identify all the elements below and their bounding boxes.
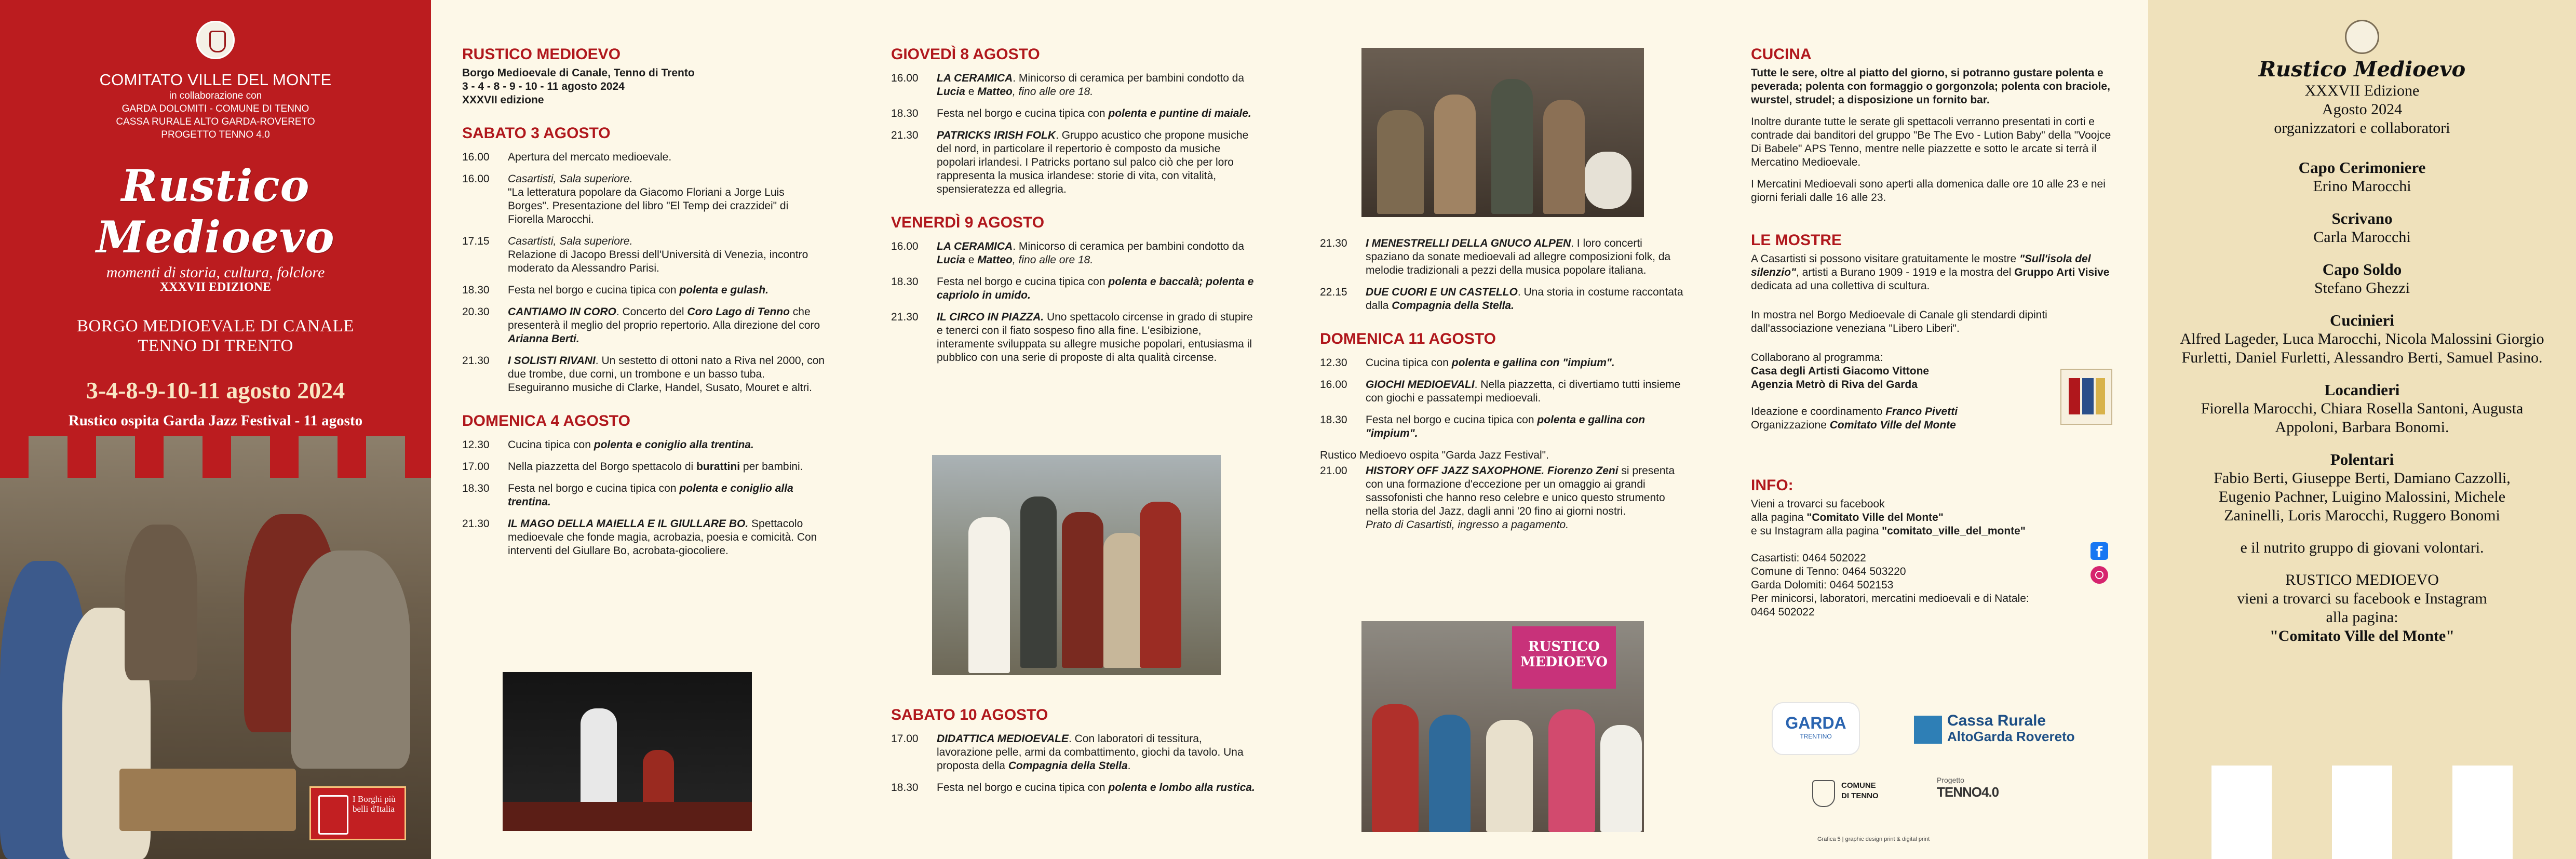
phone-line: Comune di Tenno: 0464 503220 [1751, 566, 1906, 578]
banner-crest-icon [2060, 369, 2112, 425]
event-row: 21.30 IL MAGO DELLA MAIELLA E IL GIULLARE BO. Spettacolo medioevale che fonde magia, acrobazia, poesia e comicità. Con interventi del Giullare Bo, acrobata-giocoliere. [462, 518, 817, 557]
collab-label: in collaborazione con [169, 90, 262, 101]
cover-title: Rustico Medioevo [96, 160, 335, 263]
event-row: 18.30 Festa nel borgo e cucina tipica con polenta e gulash. [462, 284, 768, 296]
cucina-text: Inoltre durante tutte le serate gli spettacoli verranno presentati in corti e contrade dai banditori del gruppo "Be The Evo - Lution Baby" della "Voojce Di Babele" APS Tenno, mentre nelle piazzette e sotto le arcate si terrà il Mercatino Medioevale. [1751, 116, 2111, 168]
garda-logo: GARDA TRENTINO [1773, 703, 1859, 754]
event-row: 21.30 I MENESTRELLI DELLA GNUCO ALPEN. I loro concerti spaziano da sonate medioevali ad allegre composizioni folk, da melodie tradizionali a pezzi della musica popolare italiana. [1320, 237, 1671, 276]
instagram-icon[interactable] [2091, 566, 2108, 584]
partner-line: CASSA RURALE ALTO GARDA-ROVERETO [116, 116, 315, 127]
cover-dates: 3-4-8-9-10-11 agosto 2024 [86, 377, 345, 404]
info-line: alla pagina "Comitato Ville del Monte" [1751, 512, 1944, 524]
section-heading: INFO: [1751, 477, 1793, 494]
event-row: 17.00 DIDATTICA MEDIOEVALE. Con laboratori di tessitura, lavorazione pelle, armi da combattimento, giochi da tavolo. Una proposta della Compagnia della Stella. [891, 733, 1244, 772]
footer-line: vieni a trovarci su facebook e Instagram [2237, 590, 2487, 607]
credits-panel [2148, 0, 2576, 859]
event-row: 21.00 HISTORY OFF JAZZ SAXOPHONE. Fiorenzo Zeni si presenta con una formazione d'eccezione per un omaggio ai grandi sassofonisti che hanno reso celebre e unico questo strumento nella storia del Jazz, dagli anni '20 fino ai giorni nostri. Prato di Casartisti, ingresso a pagamento. [1320, 465, 1675, 531]
phone-line: 0464 502022 [1751, 606, 1815, 618]
cucina-text: I Mercatini Medioevali sono aperti alla domenica dalle ore 10 alle 23 e nei giorni feriali dalle 16 alle 23. [1751, 178, 2106, 204]
info-column [1751, 46, 2114, 619]
info-line: e su Instagram alla pagina "comitato_ville_del_monte" [1751, 525, 2026, 537]
role-names: Erino Marocchi [2313, 178, 2411, 195]
event-row: 16.00 GIOCHI MEDIOEVALI. Nella piazzetta, ci divertiamo tutti insieme con giochi e passatempi medioevali. [1320, 379, 1681, 404]
mostre-text: A Casartisti si possono visitare gratuitamente le mostre "Sull'isola del silenzio", artisti a Burano 1909 - 1919 e la mostra del Gruppo Arti Visive dedicata ad una collettiva di scultura. [1751, 253, 2110, 292]
role-names: Alfred Lageder, Luca Marocchi, Nicola Malossini Giorgio Furletti, Daniel Furletti, Alessandro Berti, Samuel Pasino. [2180, 330, 2544, 366]
footer-line: alla pagina: [2326, 609, 2398, 626]
venue-line: TENNO DI TRENTO [138, 337, 293, 355]
credit-line: Ideazione e coordinamento Franco Pivetti [1751, 406, 1958, 418]
day-heading: VENERDÌ 9 AGOSTO [891, 214, 1045, 231]
program-column-2b [891, 706, 1260, 795]
day-heading: SABATO 3 AGOSTO [462, 125, 611, 142]
cover-panel [0, 0, 431, 859]
facebook-icon[interactable]: f [2091, 542, 2108, 560]
program-dates: 3 - 4 - 8 - 9 - 10 - 11 agosto 2024 [462, 80, 625, 92]
credits-edition: XXXVII Edizione [2304, 82, 2420, 99]
magician-photo [503, 672, 752, 831]
program-column-3 [1320, 237, 1683, 532]
event-row: 21.30 IL CIRCO IN PIAZZA. Uno spettacolo circense in grado di stupire e tenerci con il fiato sospeso fino alla fine. L'esibizione, interamente sviluppata su allegre musiche popolari, entusiasma il pubblico con una serie di proposte di alta qualità circense. [891, 311, 1253, 364]
role-heading: Cucinieri [2330, 311, 2394, 329]
event-row: 18.30 Festa nel borgo e cucina tipica con polenta e gallina con "impium". [1320, 414, 1646, 439]
event-row: 18.30 Festa nel borgo e cucina tipica con polenta e lombo alla rustica. [891, 782, 1255, 794]
collab-name: Casa degli Artisti Giacomo Vittone [1751, 365, 1930, 377]
role-heading: Scrivano [2331, 209, 2393, 227]
event-row: 16.00 LA CERAMICA. Minicorso di ceramica per bambini condotto da Lucia e Matteo, fino alle ore 18. [891, 72, 1245, 98]
phone-line: Casartisti: 0464 502022 [1751, 552, 1866, 564]
event-row: 18.30 Festa nel borgo e cucina tipica con polenta e puntine di maiale. [891, 108, 1251, 119]
event-row: 16.00 Apertura del mercato medioevale. [462, 151, 672, 163]
program-edition: XXXVII edizione [462, 94, 544, 106]
role-names: Stefano Ghezzi [2314, 279, 2410, 297]
cucina-text: Tutte le sere, oltre al piatto del giorno, si potranno gustare polenta e peverada; polenta con formaggio o gorgonzola; polenta con braciole, wurstel, strudel; a disposizione un fornito bar. [1751, 67, 2110, 106]
role-names: Fabio Berti, Giuseppe Berti, Damiano Cazzolli, Eugenio Pachner, Luigino Malossini, Michele Zaninelli, Loris Marocchi, Ruggero Bonomi [2214, 469, 2511, 524]
printer-credit: Grafica 5 | graphic design print & digital print [1817, 836, 1930, 842]
role-heading: Capo Soldo [2322, 260, 2402, 278]
role-heading: Polentari [2330, 450, 2394, 468]
cassa-rurale-logo: Cassa Rurale AltoGarda Rovereto [1914, 713, 2104, 749]
event-row: 21.30 PATRICKS IRISH FOLK. Gruppo acustico che propone musiche del nord, in particolare il repertorio è composto da musiche popolari irlandesi. I Patricks portano sul palco ciò che per loro rappresenta la musica irlandese: storie di vita, con vitalità, spensieratezza ed allegria. [891, 129, 1249, 195]
program-venue: Borgo Medioevale di Canale, Tenno di Trento [462, 67, 695, 79]
collab-label: Collaborano al programma: [1751, 352, 1883, 364]
partner-line: GARDA DOLOMITI - COMUNE DI TENNO [122, 103, 309, 114]
comune-tenno-logo: COMUNE DI TENNO [1812, 778, 1900, 809]
cover-jazz-note: Rustico ospita Garda Jazz Festival - 11 agosto [68, 412, 363, 429]
footer-line: "Comitato Ville del Monte" [2270, 627, 2454, 645]
event-row: 22.15 DUE CUORI E UN CASTELLO. Una storia in costume raccontata dalla Compagnia della Stella. [1320, 286, 1683, 312]
day-heading: DOMENICA 4 AGOSTO [462, 412, 630, 429]
parade-photo [1361, 621, 1644, 832]
event-row: 21.30 I SOLISTI RIVANI. Un sestetto di ottoni nato a Riva nel 2000, con due trombe, due corni, un trombone e un basso tuba. Eseguiranno musiche di Clarke, Handel, Susato, Mouret e altri. [462, 355, 825, 394]
role-heading: Locandieri [2324, 381, 2400, 399]
credits-subtitle: organizzatori e collaboratori [2274, 119, 2450, 137]
municipal-seal-icon [196, 21, 235, 59]
credits-date: Agosto 2024 [2322, 101, 2403, 118]
decorative-bars [2148, 766, 2576, 859]
program-column-2 [891, 46, 1260, 365]
event-row: 16.00 LA CERAMICA. Minicorso di ceramica per bambini condotto da Lucia e Matteo, fino alle ore 18. [891, 240, 1245, 266]
parade-banner: RUSTICO MEDIOEVO [1512, 626, 1616, 689]
event-row: 12.30 Cucina tipica con polenta e coniglio alla trentina. [462, 439, 754, 451]
cover-edition: XXXVII EDIZIONE [159, 280, 272, 294]
event-row: 17.15 Casartisti, Sala superiore. Relazione di Jacopo Bressi dell'Università di Venezia, incontro moderato da Alessandro Parisi. [462, 235, 808, 274]
program-column-1 [462, 46, 826, 558]
volunteers-line: e il nutrito gruppo di giovani volontari. [2240, 539, 2484, 556]
role-names: Fiorella Marocchi, Chiara Rosella Santoni, Augusta Appoloni, Barbara Bonomi. [2201, 400, 2524, 436]
collab-name: Agenzia Metrò di Riva del Garda [1751, 379, 1918, 391]
event-row: 18.30 Festa nel borgo e cucina tipica con polenta e baccalà; polenta e capriolo in umido. [891, 276, 1254, 301]
event-row: 12.30 Cucina tipica con polenta e gallina con "impium". [1320, 357, 1615, 369]
info-line: Vieni a trovarci su facebook [1751, 498, 1885, 510]
battlement-decoration [0, 436, 431, 478]
municipal-seal-icon [2345, 20, 2379, 54]
cover-tagline: momenti di storia, cultura, folclore [106, 264, 325, 281]
day-heading: SABATO 10 AGOSTO [891, 706, 1048, 723]
footer-line: RUSTICO MEDIOEVO [2285, 571, 2439, 588]
phone-line: Per minicorsi, laboratori, mercatini medioevali e di Natale: [1751, 593, 2029, 605]
credits-title: Rustico Medioevo [2258, 57, 2466, 82]
section-heading: LE MOSTRE [1751, 232, 1842, 249]
section-heading: CUCINA [1751, 46, 1812, 63]
day-heading: GIOVEDÌ 8 AGOSTO [891, 46, 1040, 63]
progetto-tenno-logo: Progetto TENNO4.0 [1937, 776, 1999, 800]
event-row: 16.00 Casartisti, Sala superiore. "La letteratura popolare da Giacomo Floriani a Jorge Luis Borges". Presentazione del libro "El Temp dei crazzidei" di Fiorella Marocchi. [462, 173, 789, 225]
day-heading: DOMENICA 11 AGOSTO [1320, 330, 1496, 347]
role-names: Carla Marocchi [2313, 229, 2411, 246]
mostre-text: In mostra nel Borgo Medioevale di Canale gli stendardi dipinti dall'associazione veneziana "Libero Liberi". [1751, 309, 2047, 334]
minstrels-photo [1361, 48, 1644, 217]
costume-group-photo [932, 455, 1221, 675]
event-row: 20.30 CANTIAMO IN CORO. Concerto del Coro Lago di Tenno che presenterà il meglio del proprio repertorio. Alla direzione del coro Arianna Berti. [462, 306, 820, 345]
program-title: RUSTICO MEDIOEVO [462, 46, 621, 63]
organizer-name: COMITATO VILLE DEL MONTE [99, 71, 332, 89]
event-row: 18.30 Festa nel borgo e cucina tipica con polenta e coniglio alla trentina. [462, 482, 793, 508]
event-row: 17.00 Nella piazzetta del Borgo spettacolo di burattini per bambini. [462, 461, 803, 473]
jazz-note: Rustico Medioevo ospita "Garda Jazz Festival". [1320, 449, 1549, 461]
phone-line: Garda Dolomiti: 0464 502153 [1751, 579, 1894, 591]
partner-line: PROGETTO TENNO 4.0 [161, 129, 270, 140]
role-heading: Capo Cerimoniere [2298, 158, 2426, 177]
credit-line: Organizzazione Comitato Ville del Monte [1751, 419, 1956, 431]
venue-line: BORGO MEDIOEVALE DI CANALE [77, 317, 354, 335]
borghi-badge: I Borghi più belli d'Italia [309, 786, 406, 840]
